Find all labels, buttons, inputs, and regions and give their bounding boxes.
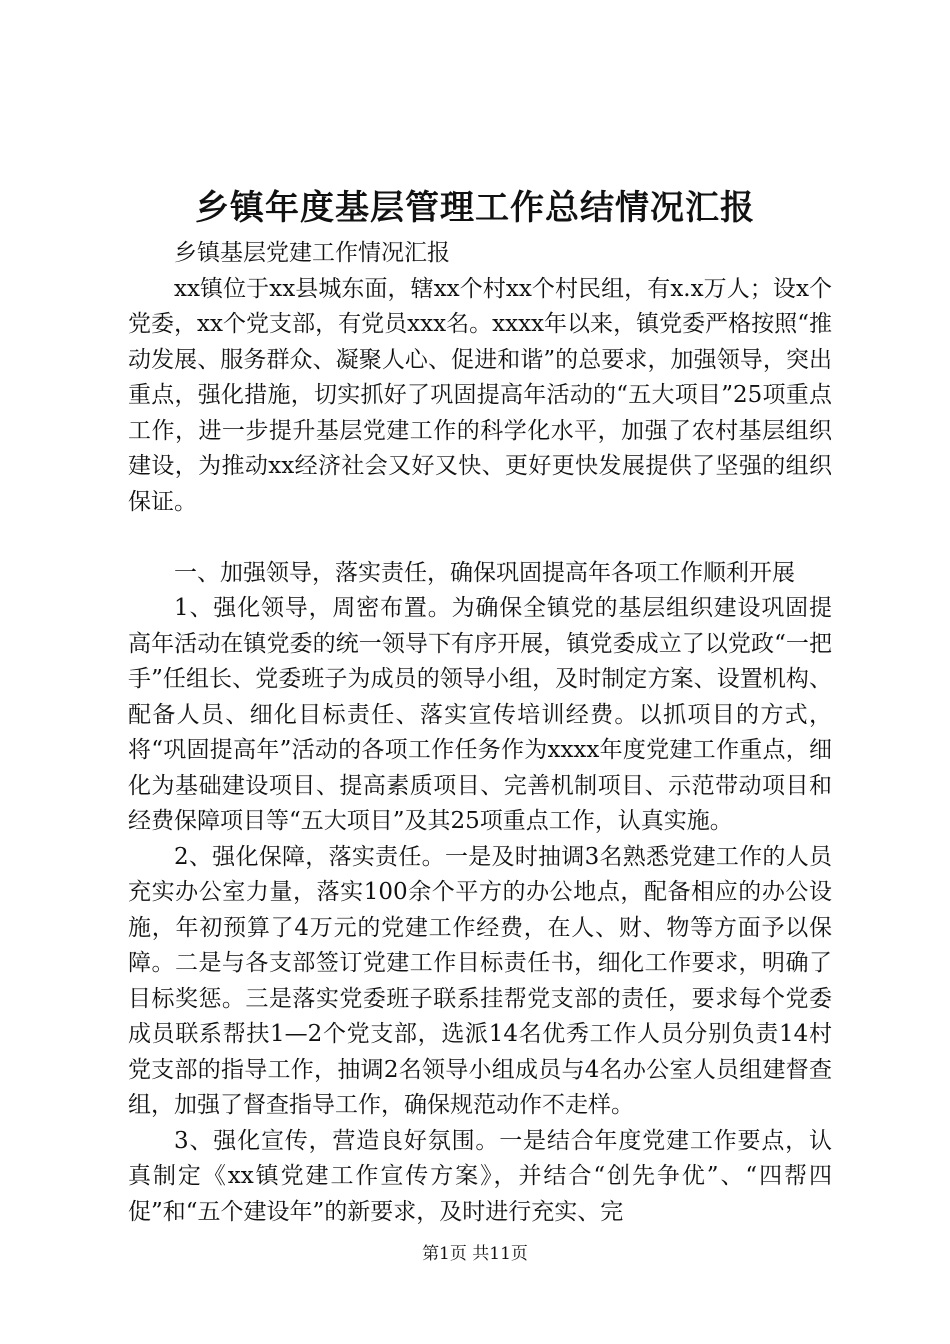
paragraph-spacer bbox=[128, 520, 832, 556]
page-number-footer: 第1页 共11页 bbox=[422, 1244, 528, 1264]
paragraph-item-2: 2、强化保障，落实责任。一是及时抽调3名熟悉党建工作的人员充实办公室力量，落实100余个平方的办公地点，配备相应的办公设施，年初预算了4万元的党建工作经费，在人、财、物等方面予以保障。二是与各支部签订党建工作目标责任书，细化工作要求，明确了目标奖惩。三是落实党委班子联系挂帮党支部的责任，要求每个党委成员联系帮扶1—2个党支部，选派14名优秀工作人员分别负责14村党支部的指导工作，抽调2名领导小组成员与4名办公室人员组建督查组，加强了督查指导工作，确保规范动作不走样。 bbox=[128, 843, 832, 1118]
document-body bbox=[128, 236, 832, 1230]
document-subtitle: 乡镇基层党建工作情况汇报 bbox=[174, 240, 450, 266]
page-title: 乡镇年度基层管理工作总结情况汇报 bbox=[195, 188, 755, 228]
section-heading-1: 一、加强领导，落实责任，确保巩固提高年各项工作顺利开展 bbox=[174, 559, 795, 586]
paragraph-item-1: 1、强化领导，周密布置。为确保全镇党的基层组织建设巩固提高年活动在镇党委的统一领导下有序开展，镇党委成立了以党政“一把手”任组长、党委班子为成员的领导小组，及时制定方案、设置机构、配备人员、细化目标责任、落实宣传培训经费。以抓项目的方式，将“巩固提高年”活动的各项工作任务作为xxxx年度党建工作重点，细化为基础建设项目、提高素质项目、完善机制项目、示范带动项目和经费保障项目等“五大项目”及其25项重点工作，认真实施。 bbox=[128, 595, 832, 834]
paragraph-intro: xx镇位于xx县城东面，辖xx个村xx个村民组，有x.x万人；设x个党委，xx个党支部，有党员xxx名。xxxx年以来，镇党委严格按照“推动发展、服务群众、凝聚人心、促进和谐”的总要求，加强领导，突出重点，强化措施，切实抓好了巩固提高年活动的“五大项目”25项重点工作，进一步提升基层党建工作的科学化水平，加强了农村基层组织建设，为推动xx经济社会又好又快、更好更快发展提供了坚强的组织保证。 bbox=[128, 275, 832, 515]
paragraph-item-3: 3、强化宣传，营造良好氛围。一是结合年度党建工作要点，认真制定《xx镇党建工作宣传方案》，并结合“创先争优”、“四帮四促”和“五个建设年”的新要求，及时进行充实、完 bbox=[128, 1127, 832, 1225]
